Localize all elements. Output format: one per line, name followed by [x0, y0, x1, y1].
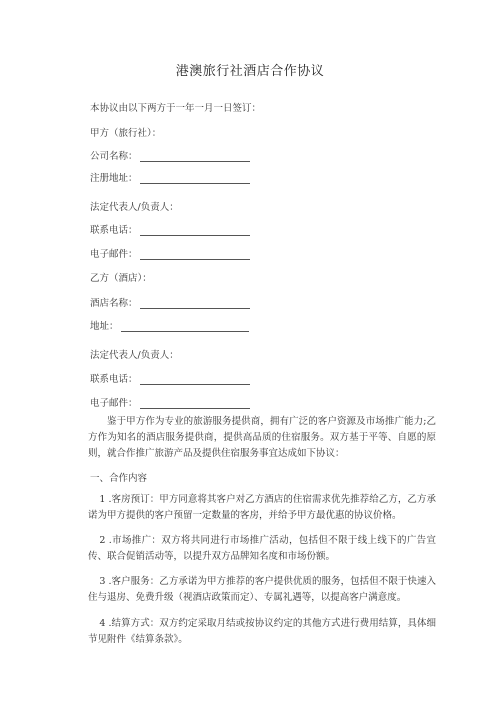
- party-a-rep-label: 法定代表人/负责人：: [90, 202, 179, 213]
- party-a-email-label: 电子邮件：: [90, 249, 138, 260]
- party-b-address-field: [90, 318, 249, 332]
- clause-item-4: 4 .结算方式：双方约定采取月结或按协议约定的其他方式进行费用结算，具体细节见附件《结算条款》。: [88, 618, 436, 645]
- party-a-email-blank[interactable]: [140, 249, 250, 260]
- party-a-label: 甲方（旅行社）：: [90, 128, 162, 139]
- party-a-address-field: [90, 170, 250, 184]
- party-b-hotel-label: 酒店名称：: [90, 298, 138, 309]
- party-b-label: 乙方（酒店）：: [90, 273, 152, 284]
- document-title: 港澳旅行社酒店合作协议: [175, 64, 325, 79]
- intro-line: 本协议由以下两方于一年一月一日签订：: [90, 103, 262, 114]
- party-b-address-blank[interactable]: [121, 321, 249, 332]
- party-b-email-field: [90, 395, 250, 409]
- clause-item-1: 1 .客房预订：甲方同意将其客户对乙方酒店的住宿需求优先推荐给乙方，乙方承诺为甲方提供的客户预留一定数量的客房，并给予甲方最优惠的协议价格。: [88, 494, 436, 521]
- party-b-phone-field: [90, 371, 250, 385]
- party-a-company-blank[interactable]: [140, 151, 250, 162]
- party-a-phone-label: 联系电话：: [90, 225, 138, 236]
- party-b-email-blank[interactable]: [140, 398, 250, 409]
- party-b-email-label: 电子邮件：: [90, 398, 138, 409]
- clause-item-3: 3 .客户服务：乙方承诺为甲方推荐的客户提供优质的服务，包括但不限于快速入住与退房、免费升级（视酒店政策而定）、专属礼遇等，以提高客户满意度。: [88, 576, 436, 603]
- party-a-address-label: 注册地址：: [90, 173, 138, 184]
- party-a-company-field: [90, 148, 250, 162]
- party-a-address-blank[interactable]: [140, 173, 250, 184]
- preamble-paragraph: 鉴于甲方作为专业的旅游服务提供商，拥有广泛的客户资源及市场推广能力;乙方作为知名的酒店服务提供商，提供高品质的住宿服务。双方基于平等、自愿的原则，就合作推广旅游产品及提供住宿服务事宜达成如下协议：: [88, 416, 436, 459]
- party-b-rep-label: 法定代表人/负责人：: [90, 350, 179, 361]
- party-b-hotel-blank[interactable]: [140, 298, 250, 309]
- section-1-heading: 一、合作内容: [90, 473, 148, 484]
- party-b-phone-blank[interactable]: [140, 374, 250, 385]
- party-a-phone-field: [90, 222, 250, 236]
- party-b-hotel-field: [90, 295, 250, 309]
- party-b-phone-label: 联系电话：: [90, 374, 138, 385]
- party-a-company-label: 公司名称：: [90, 151, 138, 162]
- clause-item-2: 2 .市场推广：双方将共同进行市场推广活动，包括但不限于线上线下的广告宣传、联合促销活动等，以提升双方品牌知名度和市场份额。: [88, 535, 436, 562]
- party-a-email-field: [90, 246, 250, 260]
- party-b-address-label: 地址：: [90, 321, 119, 332]
- party-a-phone-blank[interactable]: [140, 225, 250, 236]
